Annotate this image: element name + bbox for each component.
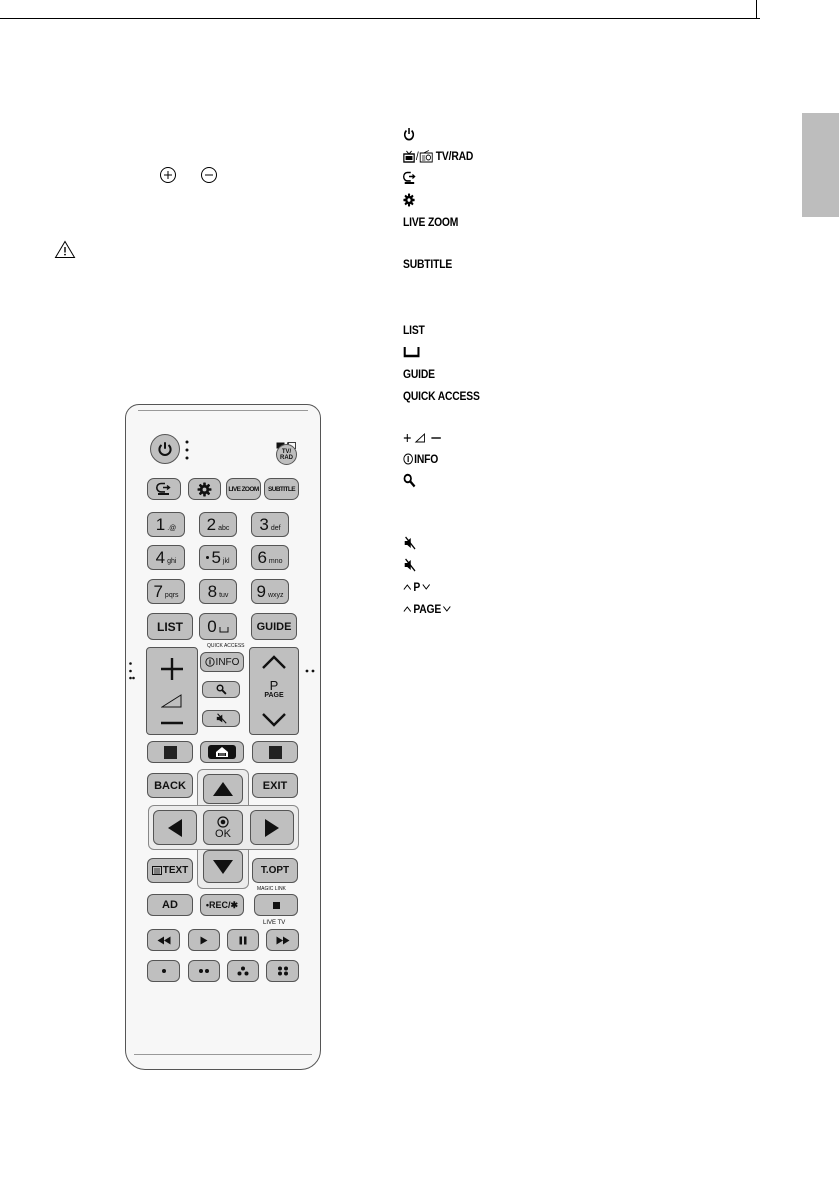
volume-down-icon [159,720,185,726]
tv-icon [403,150,415,163]
input-icon [403,171,417,185]
remote-top-bevel [138,410,308,411]
search-icon [403,473,416,488]
one-dot-icon [159,966,169,976]
gear-icon [197,482,212,497]
legend-tv-rad-label: TV/RAD [435,149,474,163]
legend-subtitle: SUBTITLE [403,257,453,271]
number-key-2[interactable]: 2 abc [199,512,237,537]
number-key-1[interactable]: 1 .@ [147,512,185,537]
legend-page: PAGE [403,601,451,617]
live-zoom-button[interactable]: LIVE ZOOM [226,478,261,500]
arrow-down-button[interactable] [203,850,243,883]
volume-up-icon [159,656,185,682]
dot-key-2[interactable] [188,960,220,982]
gear-icon [403,193,415,207]
arrow-up-icon [212,781,234,797]
language-side-tab [802,113,839,217]
program-dots [305,660,315,678]
legend-volume [403,430,443,446]
info-icon [403,453,413,465]
home-icon [207,744,237,760]
stop-square-icon [164,746,177,759]
legend-search [403,472,416,488]
stop-button[interactable] [254,894,298,916]
play-icon [200,936,208,945]
legend-mute-2 [403,557,417,573]
pause-button[interactable] [227,929,259,951]
stop-icon [273,902,280,909]
back-button[interactable]: BACK [147,773,193,798]
chevron-up-icon [403,583,412,591]
dot-key-1[interactable] [147,960,180,982]
plus-circle-icon [159,166,177,189]
tactile-dot [206,556,209,559]
pause-icon [239,936,247,945]
settings-button[interactable] [188,478,221,500]
arrow-left-button[interactable] [153,810,197,845]
input-icon [155,482,173,496]
volume-dots [129,662,135,685]
volume-rocker[interactable] [146,647,198,735]
chevron-down-icon [422,583,431,591]
input-button[interactable] [147,478,181,500]
play-button[interactable] [188,929,220,951]
fast-forward-button[interactable] [266,929,299,951]
t-opt-button[interactable]: T.OPT [252,858,298,883]
rewind-icon [157,936,171,945]
header-rule-end [756,0,757,19]
live-tv-label: LIVE TV [263,920,286,926]
arrow-down-icon [212,859,234,875]
four-dots-icon [277,966,289,976]
legend-info: INFO [403,451,438,467]
red-key[interactable] [147,741,193,763]
green-key[interactable] [252,741,298,763]
teletext-icon [152,866,162,875]
ok-button[interactable]: OK [203,810,243,845]
number-key-5[interactable]: 5 jkl [199,545,237,570]
legend-settings [403,192,415,208]
radio-icon [419,150,433,163]
legend-quick-access: QUICK ACCESS [403,389,480,403]
record-button[interactable]: •REC/✱ [200,894,244,916]
legend-space [403,344,420,360]
mic-dots [185,440,189,467]
stop-square-icon [269,746,282,759]
arrow-right-icon [264,818,280,838]
text-button[interactable]: TEXT [147,858,193,883]
mute-icon [403,536,417,550]
search-icon [216,684,227,695]
number-key-9[interactable]: 9 wxyz [251,579,289,604]
arrow-up-button[interactable] [203,774,243,804]
number-key-0[interactable]: 0 [199,613,237,640]
power-icon [157,441,173,457]
remote-bottom-bevel [134,1054,312,1055]
number-key-8[interactable]: 8 tuv [199,579,237,604]
power-icon [403,127,415,141]
rewind-button[interactable] [147,929,180,951]
ok-target-icon [217,816,229,828]
legend-guide: GUIDE [403,367,435,381]
search-button[interactable] [202,681,240,698]
subtitle-button[interactable]: SUBTITLE [264,478,299,500]
chevron-down-icon [261,712,287,728]
info-button[interactable]: INFO [200,652,244,672]
chevron-up-icon [403,605,412,613]
legend-power [403,126,415,142]
legend-mute-1 [403,535,417,551]
space-icon [219,627,229,633]
mute-button[interactable] [202,710,240,727]
two-dots-icon [198,966,210,976]
fast-forward-icon [276,936,290,945]
quick-access-label: QUICK ACCESS [207,643,245,649]
number-key-3[interactable]: 3 def [251,512,289,537]
mute-icon [403,558,417,572]
chevron-down-icon [443,605,452,613]
guide-button[interactable]: GUIDE [251,613,297,640]
header-rule [0,18,760,19]
dot-key-3[interactable] [227,960,259,982]
number-key-6[interactable]: 6 mno [251,545,289,570]
legend-tv-rad: / TV/RAD [403,148,473,164]
chevron-up-icon [261,654,287,670]
program-page-rocker[interactable] [249,647,299,735]
dot-key-4[interactable] [266,960,299,982]
number-key-7[interactable]: 7 pqrs [147,579,185,604]
number-key-4[interactable]: 4 ghi [147,545,185,570]
magic-link-label: MAGIC LINK [257,886,286,892]
exit-button[interactable]: EXIT [252,773,298,798]
legend-list: LIST [403,323,425,337]
power-button[interactable] [150,434,180,464]
program-page-label: P PAGE [264,678,284,699]
info-icon [205,657,215,667]
legend-program: P [403,579,430,595]
mute-icon [215,713,228,724]
arrow-left-icon [167,818,183,838]
legend-input [403,170,417,186]
warning-icon [54,240,76,264]
arrow-right-button[interactable] [250,810,294,845]
volume-icon [161,694,183,708]
ad-button[interactable]: AD [147,894,193,916]
volume-icon [403,432,443,444]
tv-rad-button[interactable]: TV/ RAD [276,444,297,465]
legend-live-zoom: LIVE ZOOM [403,215,459,229]
space-icon [403,346,420,358]
three-dots-icon [237,966,249,976]
home-button[interactable] [200,741,244,763]
minus-circle-icon [200,166,218,189]
list-button[interactable]: LIST [147,613,193,640]
